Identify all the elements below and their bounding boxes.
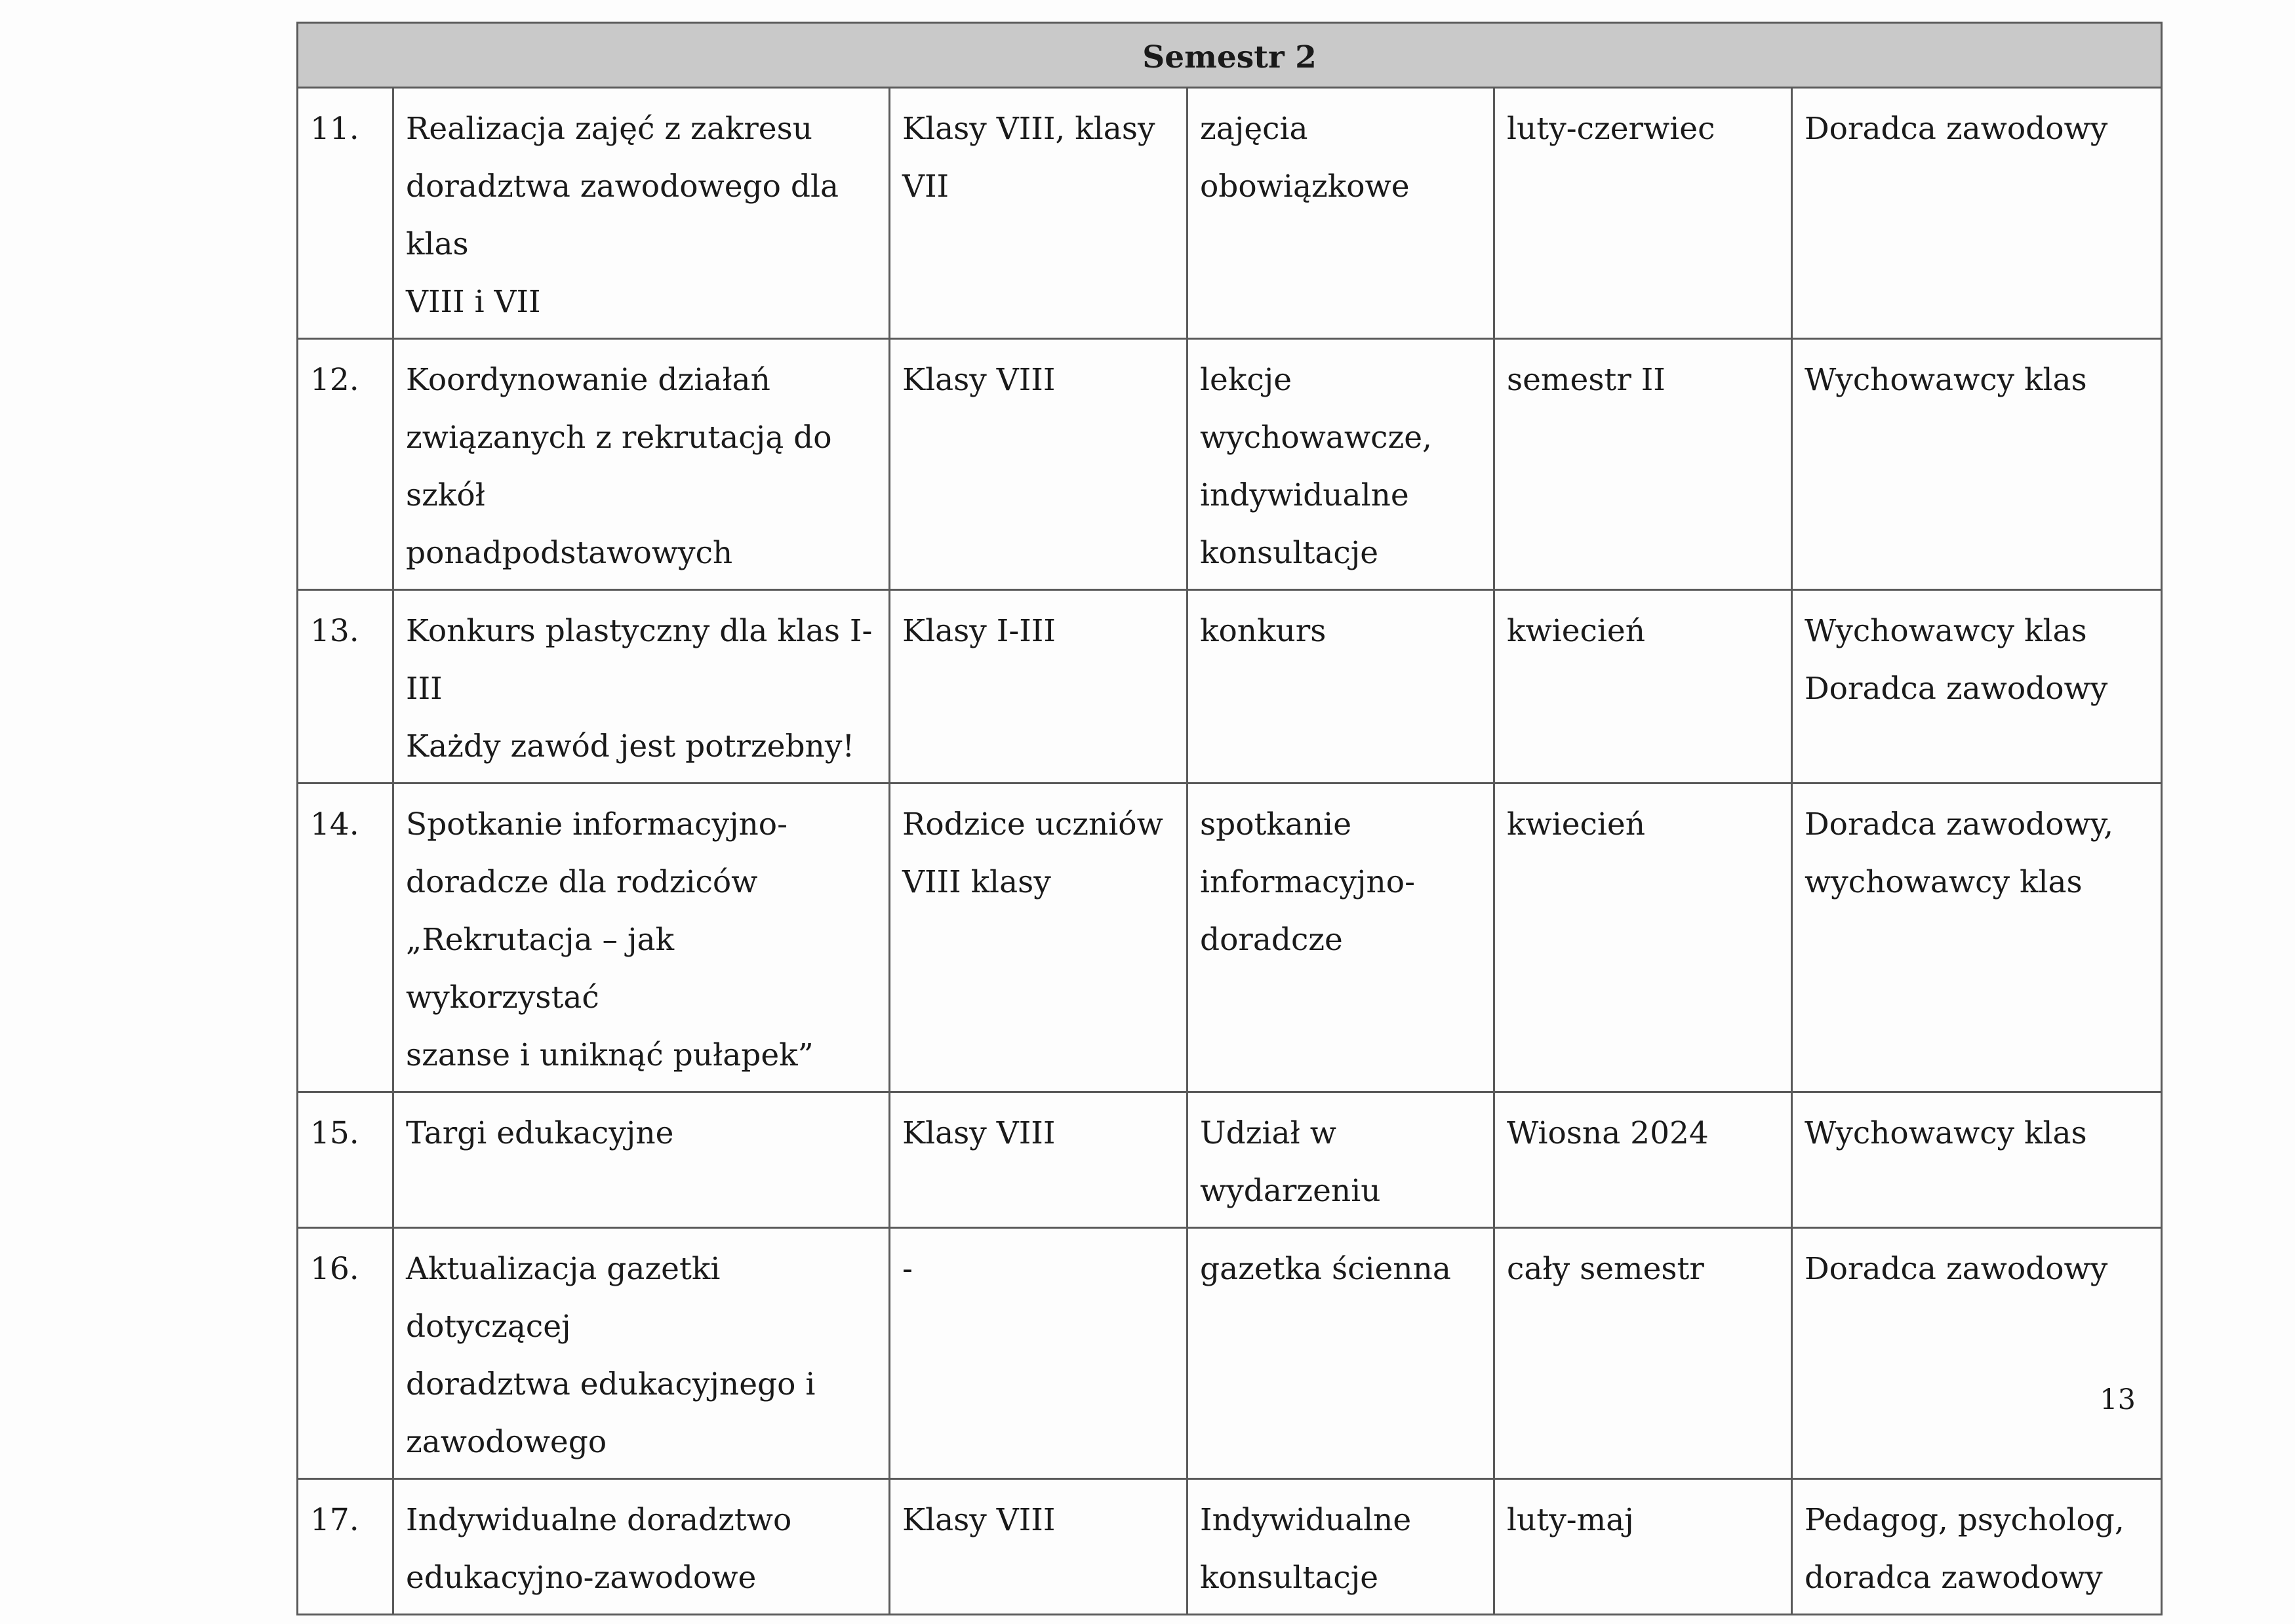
responsible-cell: Wychowawcy klas Doradca zawodowy — [1792, 590, 2162, 783]
task-cell: Targi edukacyjne — [393, 1092, 890, 1228]
table-row — [298, 783, 2162, 1092]
semester-header-row — [298, 23, 2162, 88]
form-cell: Udział w wydarzeniu — [1187, 1092, 1494, 1228]
task-cell: Spotkanie informacyjno- doradcze dla rodziców „Rekrutacja – jak wykorzystać szanse i uniknąć pułapek” — [393, 783, 890, 1092]
row-number: 11. — [298, 88, 393, 339]
date-cell: semestr II — [1494, 339, 1792, 590]
row-number: 12. — [298, 339, 393, 590]
date-cell: cały semestr — [1494, 1228, 1792, 1479]
responsible-cell: Pedagog, psycholog, doradca zawodowy — [1792, 1479, 2162, 1615]
date-cell: Wiosna 2024 — [1494, 1092, 1792, 1228]
table-row — [298, 88, 2162, 339]
form-cell: konkurs — [1187, 590, 1494, 783]
responsible-cell: Doradca zawodowy — [1792, 88, 2162, 339]
table-row — [298, 339, 2162, 590]
target-cell: Klasy VIII — [890, 1479, 1187, 1615]
target-cell: Rodzice uczniów VIII klasy — [890, 783, 1187, 1092]
responsible-cell: Doradca zawodowy — [1792, 1228, 2162, 1479]
table-row — [298, 590, 2162, 783]
form-cell: spotkanie informacyjno- doradcze — [1187, 783, 1494, 1092]
table-row — [298, 1479, 2162, 1615]
row-number: 17. — [298, 1479, 393, 1615]
semester-title: Semestr 2 — [298, 23, 2162, 88]
form-cell: Indywidualne konsultacje — [1187, 1479, 1494, 1615]
date-cell: kwiecień — [1494, 783, 1792, 1092]
date-cell: luty-maj — [1494, 1479, 1792, 1615]
row-number: 16. — [298, 1228, 393, 1479]
form-cell: lekcje wychowawcze, indywidualne konsultacje — [1187, 339, 1494, 590]
date-cell: luty-czerwiec — [1494, 88, 1792, 339]
target-cell: Klasy VIII, klasy VII — [890, 88, 1187, 339]
task-cell: Indywidualne doradztwo edukacyjno-zawodowe — [393, 1479, 890, 1615]
form-cell: gazetka ścienna — [1187, 1228, 1494, 1479]
task-cell: Koordynowanie działań związanych z rekrutacją do szkół ponadpodstawowych — [393, 339, 890, 590]
task-cell: Realizacja zajęć z zakresu doradztwa zawodowego dla klas VIII i VII — [393, 88, 890, 339]
responsible-cell: Doradca zawodowy, wychowawcy klas — [1792, 783, 2162, 1092]
target-cell: Klasy VIII — [890, 1092, 1187, 1228]
page-number: 13 — [2100, 1383, 2136, 1416]
table-body — [298, 88, 2162, 1615]
table-row — [298, 1092, 2162, 1228]
table-row — [298, 1228, 2162, 1479]
form-cell: zajęcia obowiązkowe — [1187, 88, 1494, 339]
task-cell: Konkurs plastyczny dla klas I-III Każdy zawód jest potrzebny! — [393, 590, 890, 783]
responsible-cell: Wychowawcy klas — [1792, 339, 2162, 590]
responsible-cell: Wychowawcy klas — [1792, 1092, 2162, 1228]
row-number: 14. — [298, 783, 393, 1092]
plan-table — [296, 22, 2163, 1615]
row-number: 13. — [298, 590, 393, 783]
row-number: 15. — [298, 1092, 393, 1228]
target-cell: Klasy I-III — [890, 590, 1187, 783]
target-cell: - — [890, 1228, 1187, 1479]
task-cell: Aktualizacja gazetki dotyczącej doradztwa edukacyjnego i zawodowego — [393, 1228, 890, 1479]
target-cell: Klasy VIII — [890, 339, 1187, 590]
date-cell: kwiecień — [1494, 590, 1792, 783]
